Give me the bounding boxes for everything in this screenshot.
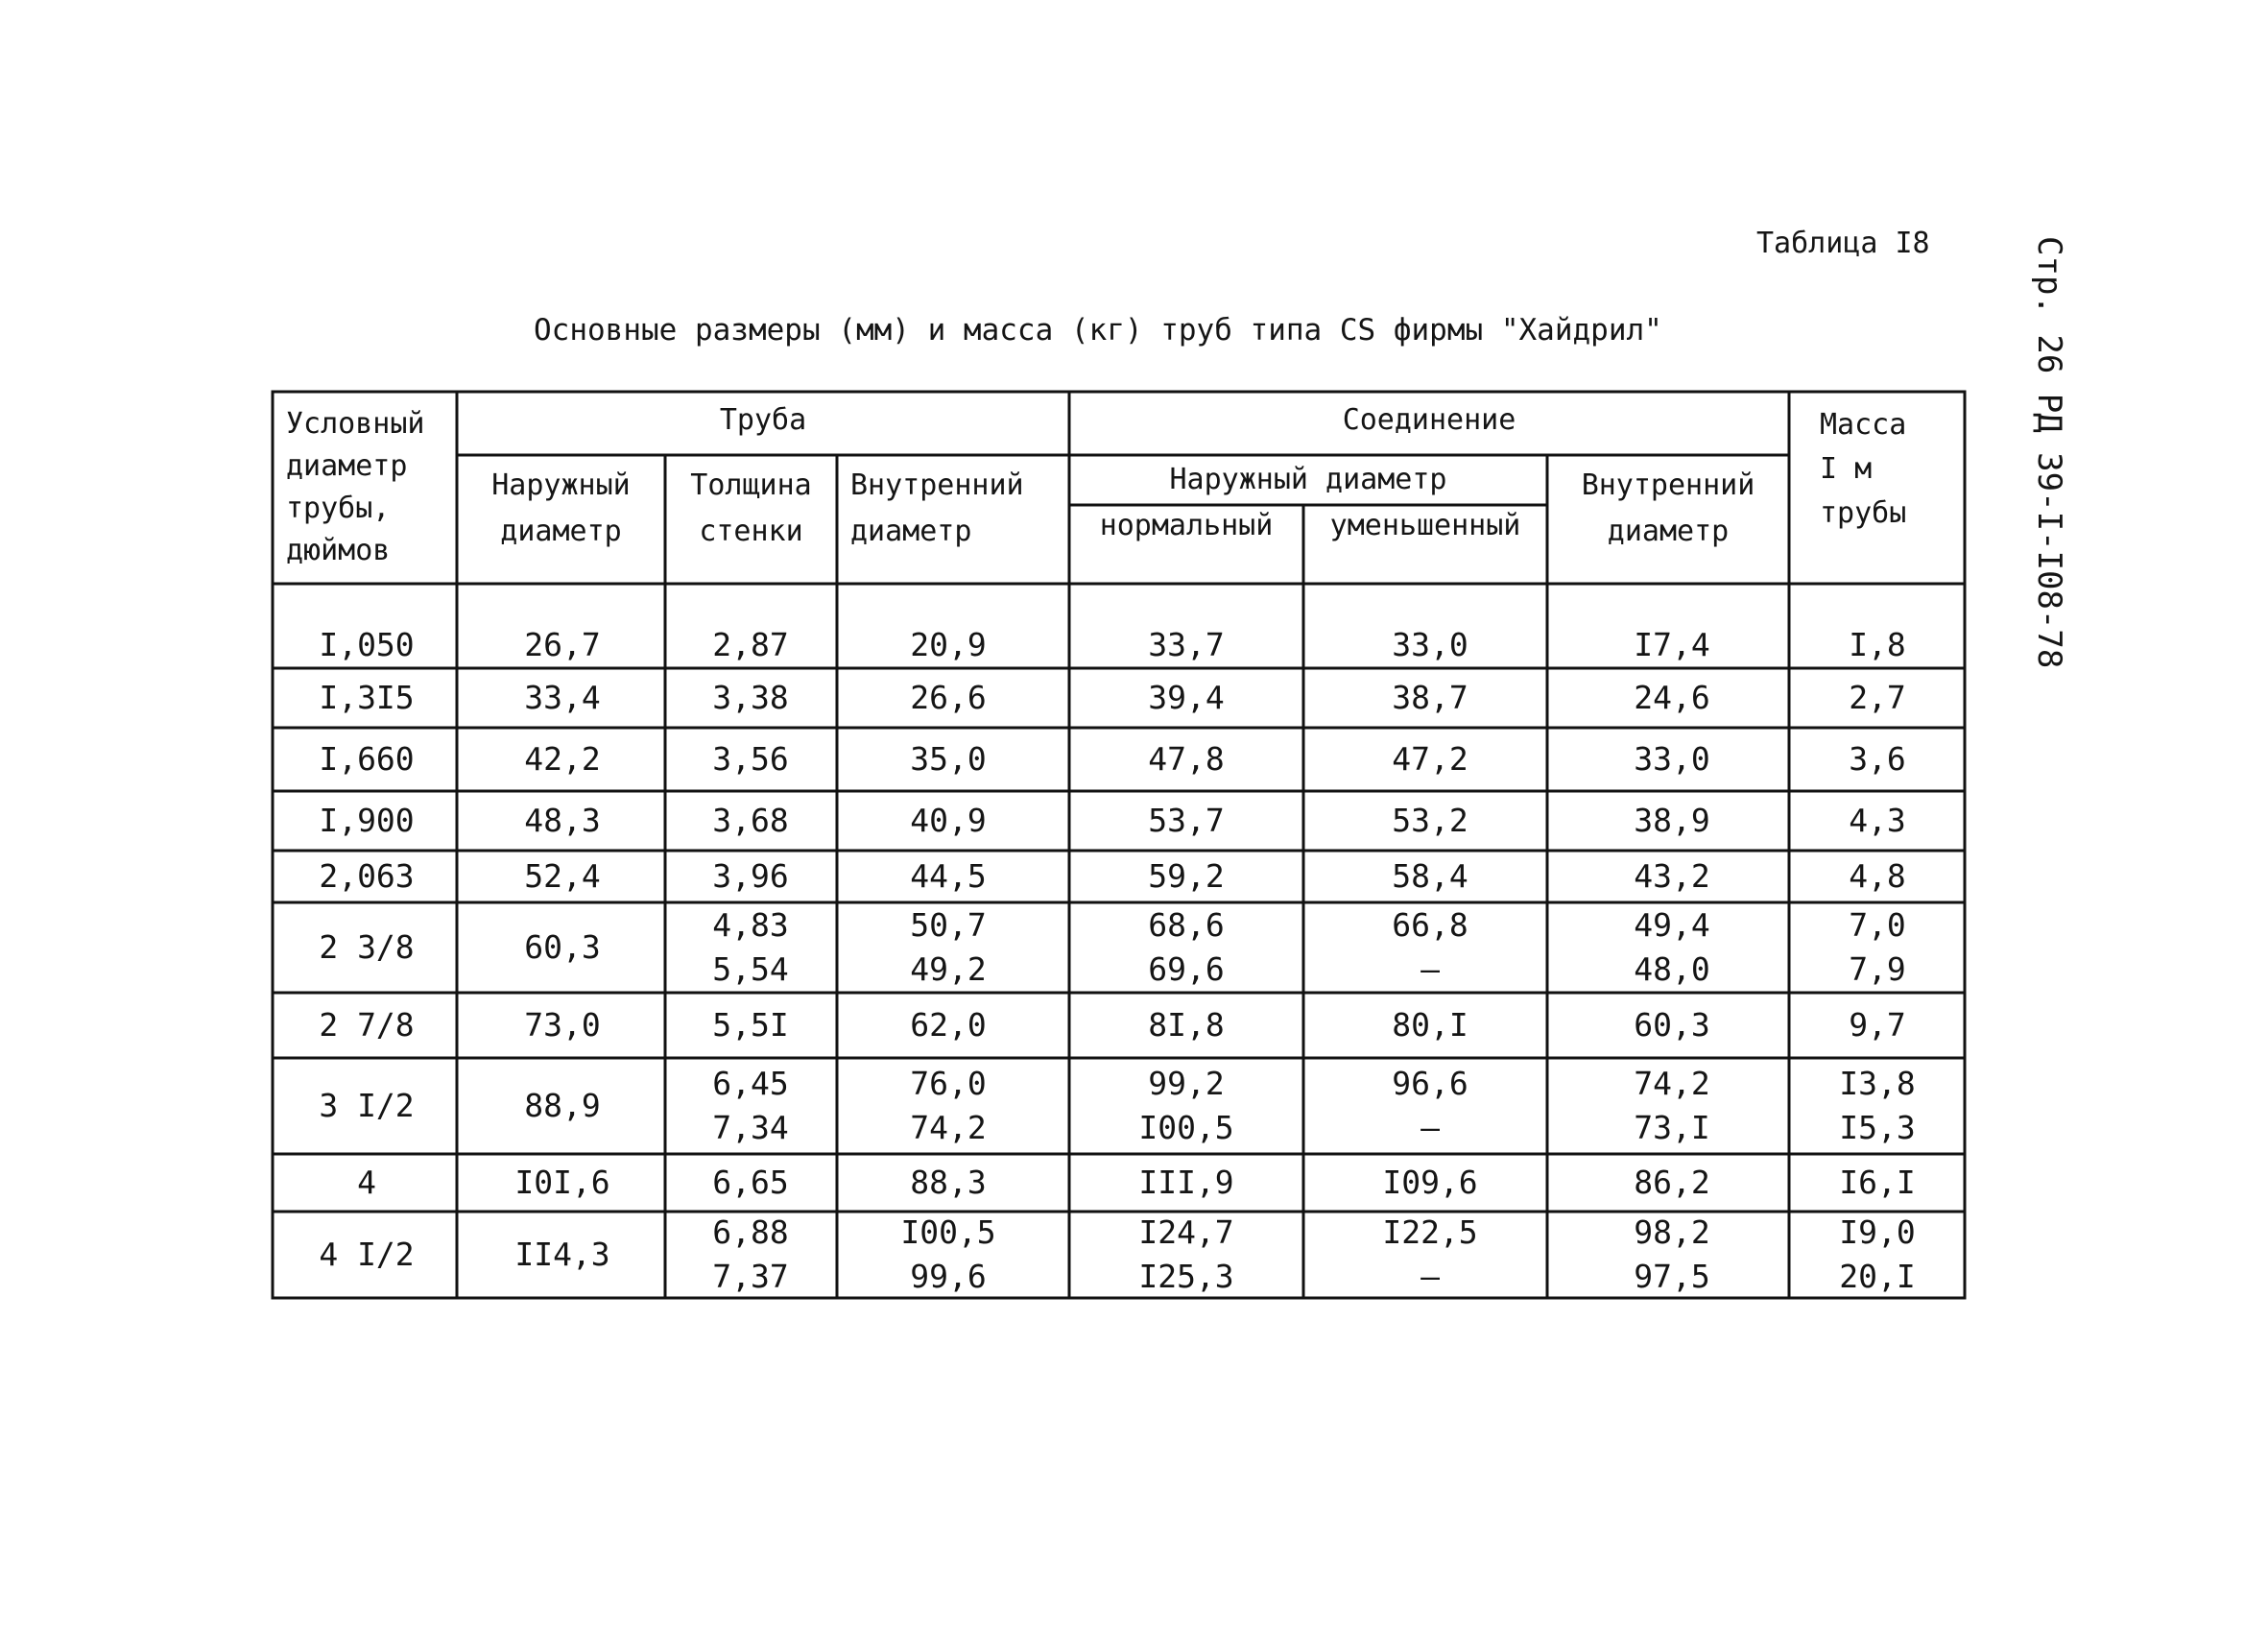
header-line: Условный: [286, 407, 425, 441]
header-line: Наружный: [491, 468, 631, 502]
table-cell-inner: 88,3: [910, 1164, 987, 1201]
table-cell-conn-inner: 74,2: [1634, 1065, 1710, 1102]
header-line: Внутренний: [850, 468, 1024, 502]
header-mass-per-meter: [1820, 403, 1906, 536]
table-cell-mass: 9,7: [1849, 1006, 1906, 1044]
table-cell-conn-reduced: 47,2: [1392, 740, 1468, 778]
table-cell-conn-normal: 59,2: [1148, 857, 1225, 895]
table-cell-mass: 2,7: [1849, 679, 1906, 716]
table-cell-conn-reduced: –: [1420, 950, 1440, 988]
header-line: I м: [1820, 452, 1873, 486]
table-cell-conn-inner: 48,0: [1634, 950, 1710, 988]
table-cell-size: 4: [357, 1164, 376, 1201]
table-cell-conn-normal: 39,4: [1148, 679, 1225, 716]
table-cell-wall: 3,56: [712, 740, 789, 778]
table-cell-conn-inner: 86,2: [1634, 1164, 1710, 1201]
table-cell-conn-reduced: 33,0: [1392, 626, 1468, 663]
table-cell-conn-normal: I25,3: [1138, 1258, 1234, 1295]
table-cell-mass: 7,0: [1849, 906, 1906, 944]
table-cell-inner: 50,7: [910, 906, 987, 944]
header-pipe: Труба: [719, 403, 807, 437]
table-cell-inner: 99,6: [910, 1258, 987, 1295]
table-cell-wall: 2,87: [712, 626, 789, 663]
table-cell-conn-inner: 33,0: [1634, 740, 1710, 778]
table-cell-inner: 20,9: [910, 626, 987, 663]
table-cell-wall: 3,38: [712, 679, 789, 716]
header-line: дюймов: [286, 534, 391, 567]
table-cell-conn-inner: 73,I: [1634, 1109, 1710, 1146]
table-cell-size: 2,063: [319, 857, 415, 895]
table-cell-inner: 44,5: [910, 857, 987, 895]
table-cell-conn-reduced: 53,2: [1392, 802, 1468, 839]
table-cell-conn-reduced: –: [1420, 1109, 1440, 1146]
table-cell-outer: 48,3: [524, 802, 601, 839]
table-cell-conn-reduced: 58,4: [1392, 857, 1468, 895]
table-cell-size: I,3I5: [319, 679, 415, 716]
table-cell-conn-inner: 49,4: [1634, 906, 1710, 944]
table-cell-wall: 3,68: [712, 802, 789, 839]
header-connection: Соединение: [1342, 403, 1516, 437]
table-cell-mass: I6,I: [1839, 1164, 1916, 1201]
header-line: трубы,: [286, 492, 391, 525]
header-connection-normal: нормальный: [1099, 509, 1274, 542]
table-cell-conn-inner: 60,3: [1634, 1006, 1710, 1044]
header-line: диаметр: [286, 449, 408, 483]
table-cell-conn-inner: 43,2: [1634, 857, 1710, 895]
table-cell-size: 4 I/2: [319, 1236, 415, 1273]
table-cell-conn-normal: III,9: [1138, 1164, 1234, 1201]
table-cell-outer: 26,7: [524, 626, 601, 663]
header-pipe-outer-diameter: [457, 463, 665, 555]
table-cell-conn-reduced: I22,5: [1382, 1213, 1478, 1251]
table-cell-conn-normal: 68,6: [1148, 906, 1225, 944]
table-cell-conn-inner: 24,6: [1634, 679, 1710, 716]
table-cell-outer: I0I,6: [514, 1164, 610, 1201]
table-cell-outer: II4,3: [514, 1236, 610, 1273]
table-cell-inner: 62,0: [910, 1006, 987, 1044]
header-line: Толщина: [690, 468, 812, 502]
header-connection-reduced: уменьшенный: [1329, 509, 1521, 542]
side-page-reference: Стр. 26 РД 39-I-I08-78: [2030, 236, 2068, 669]
table-cell-outer: 33,4: [524, 679, 601, 716]
table-number: Таблица I8: [1756, 227, 1930, 260]
table-cell-inner: 26,6: [910, 679, 987, 716]
table-cell-mass: I3,8: [1839, 1065, 1916, 1102]
table-cell-size: I,050: [319, 626, 415, 663]
table-cell-size: I,900: [319, 802, 415, 839]
table-cell-outer: 52,4: [524, 857, 601, 895]
table-cell-conn-normal: 8I,8: [1148, 1006, 1225, 1044]
table-cell-wall: 6,88: [712, 1213, 789, 1251]
table-cell-mass: I9,0: [1839, 1213, 1916, 1251]
table-cell-inner: 40,9: [910, 802, 987, 839]
table-cell-inner: 74,2: [910, 1109, 987, 1146]
table-cell-mass: 20,I: [1839, 1258, 1916, 1295]
table-cell-mass: 3,6: [1849, 740, 1906, 778]
header-line: диаметр: [1607, 515, 1730, 548]
table-cell-conn-inner: 97,5: [1634, 1258, 1710, 1295]
table-cell-conn-reduced: 38,7: [1392, 679, 1468, 716]
table-cell-size: 3 I/2: [319, 1087, 415, 1124]
header-pipe-inner-diameter: [850, 463, 1024, 555]
header-line: стенки: [699, 515, 803, 548]
header-line: Внутренний: [1581, 468, 1755, 502]
table-cell-wall: 5,54: [712, 950, 789, 988]
table-cell-size: 2 3/8: [319, 928, 415, 966]
table-cell-inner: 76,0: [910, 1065, 987, 1102]
table-cell-conn-inner: I7,4: [1634, 626, 1710, 663]
table-cell-mass: 7,9: [1849, 950, 1906, 988]
table-cell-outer: 73,0: [524, 1006, 601, 1044]
table-cell-wall: 6,45: [712, 1065, 789, 1102]
header-wall-thickness: [665, 463, 837, 555]
table-cell-conn-reduced: 96,6: [1392, 1065, 1468, 1102]
table-cell-conn-normal: 99,2: [1148, 1065, 1225, 1102]
table-cell-mass: I,8: [1849, 626, 1906, 663]
header-line: диаметр: [500, 515, 622, 548]
table-cell-conn-reduced: 66,8: [1392, 906, 1468, 944]
table-cell-size: I,660: [319, 740, 415, 778]
table-cell-conn-normal: I24,7: [1138, 1213, 1234, 1251]
table-cell-mass: 4,3: [1849, 802, 1906, 839]
table-caption: Основные размеры (мм) и масса (кг) труб типа CS фирмы "Хайдрил": [534, 313, 1662, 348]
pipe-dimensions-table: [271, 390, 1967, 1302]
table-cell-wall: 3,96: [712, 857, 789, 895]
header-connection-inner-diameter: [1547, 463, 1789, 555]
table-cell-size: 2 7/8: [319, 1006, 415, 1044]
table-cell-mass: 4,8: [1849, 857, 1906, 895]
table-cell-conn-normal: 69,6: [1148, 950, 1225, 988]
table-cell-conn-normal: I00,5: [1138, 1109, 1234, 1146]
table-cell-conn-inner: 38,9: [1634, 802, 1710, 839]
table-cell-conn-reduced: I09,6: [1382, 1164, 1478, 1201]
table-cell-wall: 6,65: [712, 1164, 789, 1201]
table-cell-wall: 5,5I: [712, 1006, 789, 1044]
table-cell-outer: 42,2: [524, 740, 601, 778]
table-cell-wall: 7,34: [712, 1109, 789, 1146]
header-line: Масса: [1820, 408, 1907, 442]
header-line: диаметр: [850, 515, 972, 548]
table-cell-conn-inner: 98,2: [1634, 1213, 1710, 1251]
table-cell-mass: I5,3: [1839, 1109, 1916, 1146]
header-conditional-diameter: [286, 403, 425, 572]
table-cell-outer: 88,9: [524, 1087, 601, 1124]
table-cell-inner: I00,5: [900, 1213, 996, 1251]
table-cell-wall: 7,37: [712, 1258, 789, 1295]
table-cell-wall: 4,83: [712, 906, 789, 944]
table-cell-inner: 49,2: [910, 950, 987, 988]
header-connection-outer-diameter: Наружный диаметр: [1169, 463, 1447, 496]
table-cell-conn-reduced: 80,I: [1392, 1006, 1468, 1044]
table-cell-conn-normal: 53,7: [1148, 802, 1225, 839]
header-line: трубы: [1820, 496, 1907, 530]
table-cell-conn-normal: 33,7: [1148, 626, 1225, 663]
table-cell-outer: 60,3: [524, 928, 601, 966]
table-cell-conn-reduced: –: [1420, 1258, 1440, 1295]
table-cell-inner: 35,0: [910, 740, 987, 778]
table-cell-conn-normal: 47,8: [1148, 740, 1225, 778]
